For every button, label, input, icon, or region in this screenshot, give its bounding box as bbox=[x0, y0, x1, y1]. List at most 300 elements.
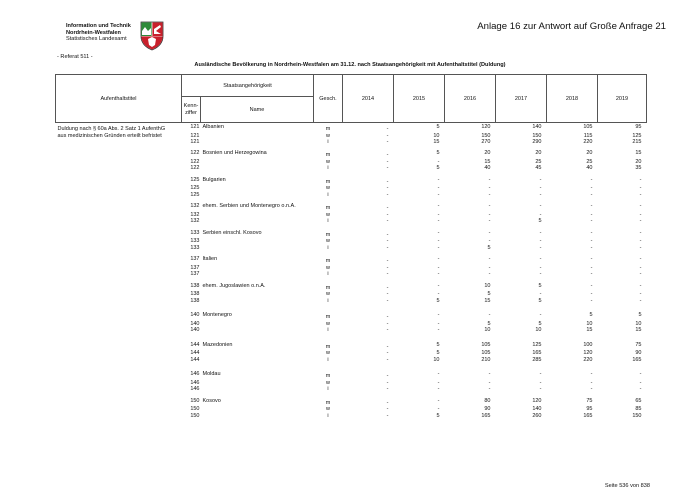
year-value-cell bbox=[445, 255, 496, 282]
value: - bbox=[386, 178, 389, 185]
value: - bbox=[386, 231, 389, 238]
value: 165 bbox=[532, 350, 542, 356]
year-value-cell bbox=[343, 370, 394, 397]
value: - bbox=[539, 203, 542, 210]
kennziffer-value: 133 bbox=[190, 238, 200, 244]
value: - bbox=[590, 282, 593, 289]
value: 75 bbox=[635, 341, 642, 348]
year-value-cell bbox=[598, 282, 647, 312]
year-value-cell bbox=[496, 370, 547, 397]
geschlecht-cell bbox=[314, 370, 343, 397]
kennziffer-value: 133 bbox=[190, 229, 200, 236]
value: - bbox=[590, 291, 593, 297]
value: - bbox=[386, 271, 389, 277]
year-value-cell bbox=[598, 311, 647, 341]
value: - bbox=[590, 238, 593, 244]
year-value-cell bbox=[496, 123, 547, 150]
year-value-cell bbox=[598, 123, 647, 150]
value: - bbox=[437, 386, 440, 392]
value: - bbox=[437, 264, 440, 271]
header-geschlecht: Gesch. bbox=[314, 75, 343, 123]
value: 65 bbox=[635, 397, 642, 404]
value: - bbox=[437, 158, 440, 165]
year-value-cell bbox=[547, 149, 598, 176]
aufenthaltstitel-cell bbox=[56, 282, 182, 312]
aufenthaltstitel-cell bbox=[56, 255, 182, 282]
kennziffer-value: 150 bbox=[190, 397, 200, 404]
value: - bbox=[488, 229, 491, 236]
geschlecht-cell bbox=[314, 282, 343, 312]
value: - bbox=[437, 176, 440, 183]
year-value-cell bbox=[547, 176, 598, 203]
year-value-cell bbox=[445, 311, 496, 341]
value: - bbox=[386, 356, 389, 363]
kennziffer-value: 121 bbox=[190, 124, 200, 131]
geschlecht-value: w bbox=[326, 158, 330, 165]
year-value-cell bbox=[445, 149, 496, 176]
kennziffer-cell bbox=[182, 202, 201, 229]
org-line-2: Nordrhein-Westfalen bbox=[66, 29, 121, 36]
year-value-cell bbox=[547, 370, 598, 397]
year-value-cell bbox=[547, 202, 598, 229]
year-value-cell bbox=[496, 311, 547, 341]
value: - bbox=[539, 176, 542, 183]
year-value-cell bbox=[547, 123, 598, 150]
value: - bbox=[539, 312, 542, 319]
value: 10 bbox=[433, 356, 440, 363]
value: - bbox=[488, 256, 491, 263]
year-value-cell bbox=[445, 202, 496, 229]
value: - bbox=[539, 211, 542, 218]
value: 20 bbox=[535, 150, 542, 157]
value: - bbox=[386, 314, 389, 320]
value: 120 bbox=[532, 397, 542, 404]
geschlecht-value: w bbox=[326, 211, 330, 218]
kennziffer-cell bbox=[182, 311, 201, 341]
value: 5 bbox=[538, 218, 542, 224]
value: 80 bbox=[484, 397, 491, 404]
year-value-cell bbox=[394, 123, 445, 150]
value: - bbox=[386, 211, 389, 218]
table-row bbox=[56, 341, 647, 371]
aufenthaltstitel-line: aus medizinischen Gründen erteilt befristet bbox=[57, 132, 162, 139]
year-value-cell bbox=[496, 255, 547, 282]
value: 10 bbox=[433, 132, 440, 139]
geschlecht-value: w bbox=[326, 238, 330, 244]
value: - bbox=[590, 271, 593, 277]
kennziffer-value: 140 bbox=[190, 320, 200, 327]
year-value-cell bbox=[343, 397, 394, 427]
value: - bbox=[590, 264, 593, 271]
value: - bbox=[639, 386, 642, 392]
value: 10 bbox=[484, 327, 491, 333]
kennziffer-value: 122 bbox=[190, 165, 200, 171]
value: - bbox=[539, 185, 542, 191]
kennziffer-value: 146 bbox=[190, 379, 200, 386]
value: - bbox=[539, 291, 542, 297]
header-year: 2014 bbox=[343, 75, 394, 123]
value: - bbox=[639, 371, 642, 378]
value: 220 bbox=[583, 356, 593, 363]
country-name: Montenegro bbox=[202, 312, 232, 319]
value: - bbox=[488, 264, 491, 271]
value: - bbox=[539, 256, 542, 263]
year-value-cell bbox=[547, 397, 598, 427]
geschlecht-value: m bbox=[325, 205, 331, 211]
value: - bbox=[386, 244, 389, 251]
geschlecht-cell bbox=[314, 176, 343, 203]
geschlecht-value: m bbox=[325, 152, 331, 158]
value: 140 bbox=[532, 406, 542, 412]
value: 25 bbox=[535, 158, 542, 165]
value: - bbox=[437, 312, 440, 319]
country-name: ehem. Serbien und Montenegro o.n.A. bbox=[202, 203, 296, 210]
year-value-cell bbox=[394, 397, 445, 427]
year-value-cell bbox=[445, 397, 496, 427]
geschlecht-value: i bbox=[327, 356, 329, 363]
name-cell bbox=[201, 370, 314, 397]
country-name: Mazedonien bbox=[202, 341, 233, 348]
geschlecht-value: w bbox=[326, 406, 330, 412]
value: - bbox=[386, 185, 389, 191]
kennziffer-value: 146 bbox=[190, 371, 200, 378]
value: - bbox=[539, 271, 542, 277]
year-value-cell bbox=[343, 311, 394, 341]
year-value-cell bbox=[445, 176, 496, 203]
value: 150 bbox=[532, 132, 542, 139]
value: - bbox=[386, 158, 389, 165]
kennziffer-value: 121 bbox=[190, 139, 200, 145]
data-table-container bbox=[55, 74, 646, 426]
value: 15 bbox=[484, 158, 491, 165]
country-name: Kosovo bbox=[202, 397, 221, 404]
value: - bbox=[437, 229, 440, 236]
aufenthaltstitel-cell bbox=[56, 397, 182, 427]
value: 125 bbox=[632, 132, 642, 139]
kennziffer-value: 132 bbox=[190, 211, 200, 218]
name-cell bbox=[201, 397, 314, 427]
header-kennziffer-line: ziffer bbox=[185, 109, 197, 116]
value: 25 bbox=[586, 158, 593, 165]
kennziffer-cell bbox=[182, 123, 201, 150]
value: - bbox=[590, 185, 593, 191]
value: - bbox=[386, 386, 389, 392]
year-value-cell bbox=[547, 255, 598, 282]
value: - bbox=[386, 350, 389, 356]
geschlecht-value: m bbox=[325, 126, 331, 132]
geschlecht-value: m bbox=[325, 284, 331, 291]
value: 10 bbox=[586, 320, 593, 327]
value: 95 bbox=[635, 124, 642, 131]
value: 35 bbox=[635, 165, 642, 171]
year-value-cell bbox=[598, 370, 647, 397]
year-value-cell bbox=[394, 370, 445, 397]
value: - bbox=[590, 229, 593, 236]
value: - bbox=[386, 264, 389, 271]
year-value-cell bbox=[496, 149, 547, 176]
table-row bbox=[56, 397, 647, 427]
value: 125 bbox=[532, 341, 542, 348]
value: - bbox=[437, 244, 440, 251]
value: - bbox=[639, 264, 642, 271]
value: - bbox=[488, 176, 491, 183]
year-value-cell bbox=[343, 255, 394, 282]
value: - bbox=[386, 165, 389, 171]
table-title: Ausländische Bevölkerung in Nordrhein-Westfalen am 31.12. nach Staatsangehörigkeit mit Aufenthaltstitel (Duldung) bbox=[194, 62, 506, 68]
value: - bbox=[488, 238, 491, 244]
geschlecht-value: m bbox=[325, 258, 331, 264]
name-cell bbox=[201, 311, 314, 341]
value: 5 bbox=[538, 320, 542, 327]
value: 115 bbox=[583, 132, 593, 139]
value: 165 bbox=[481, 412, 491, 419]
geschlecht-cell bbox=[314, 202, 343, 229]
value: - bbox=[590, 297, 593, 304]
table-row bbox=[56, 229, 647, 256]
year-value-cell bbox=[598, 341, 647, 371]
value: - bbox=[386, 343, 389, 350]
org-line-3: Statistisches Landesamt bbox=[66, 36, 127, 43]
value: 15 bbox=[586, 327, 593, 333]
year-value-cell bbox=[496, 282, 547, 312]
kennziffer-value: 150 bbox=[190, 406, 200, 412]
geschlecht-value: i bbox=[327, 139, 329, 145]
value: - bbox=[386, 297, 389, 304]
kennziffer-cell bbox=[182, 229, 201, 256]
value: - bbox=[488, 185, 491, 191]
value: - bbox=[639, 379, 642, 386]
header-name: Name bbox=[201, 97, 314, 123]
value: - bbox=[386, 291, 389, 297]
kennziffer-value: 125 bbox=[190, 176, 200, 183]
value: - bbox=[590, 176, 593, 183]
kennziffer-cell bbox=[182, 149, 201, 176]
table-row bbox=[56, 123, 647, 150]
year-value-cell bbox=[547, 229, 598, 256]
country-name: Bosnien und Herzegowina bbox=[202, 150, 267, 157]
kennziffer-cell bbox=[182, 255, 201, 282]
value: 20 bbox=[484, 150, 491, 157]
kennziffer-value: 137 bbox=[190, 264, 200, 271]
aufenthaltstitel-cell bbox=[56, 229, 182, 256]
geschlecht-value: w bbox=[326, 264, 330, 271]
year-value-cell bbox=[343, 229, 394, 256]
value: - bbox=[386, 191, 389, 198]
aufenthaltstitel-cell bbox=[56, 123, 182, 150]
value: - bbox=[386, 152, 389, 158]
value: - bbox=[590, 256, 593, 263]
kennziffer-value: 138 bbox=[190, 291, 200, 297]
value: - bbox=[488, 218, 491, 224]
value: 215 bbox=[632, 139, 642, 145]
table-row bbox=[56, 149, 647, 176]
value: - bbox=[639, 211, 642, 218]
aufenthaltstitel-line: Duldung nach § 60a Abs. 2 Satz 1 AufenthG bbox=[57, 126, 166, 132]
value: 150 bbox=[481, 132, 491, 139]
value: - bbox=[639, 191, 642, 198]
value: 5 bbox=[538, 297, 542, 304]
value: 290 bbox=[532, 139, 542, 145]
value: - bbox=[437, 371, 440, 378]
value: - bbox=[488, 191, 491, 198]
value: - bbox=[386, 258, 389, 264]
geschlecht-value: i bbox=[327, 165, 329, 171]
value: 75 bbox=[586, 397, 593, 404]
value: - bbox=[437, 327, 440, 333]
value: 40 bbox=[484, 165, 491, 171]
kennziffer-value: 137 bbox=[190, 256, 200, 263]
value: - bbox=[539, 371, 542, 378]
year-value-cell bbox=[445, 123, 496, 150]
year-value-cell bbox=[598, 176, 647, 203]
value: - bbox=[639, 229, 642, 236]
kennziffer-cell bbox=[182, 282, 201, 312]
name-cell bbox=[201, 202, 314, 229]
kennziffer-value: 138 bbox=[190, 282, 200, 289]
value: - bbox=[386, 379, 389, 386]
kennziffer-cell bbox=[182, 370, 201, 397]
value: - bbox=[488, 203, 491, 210]
geschlecht-value: i bbox=[327, 297, 329, 304]
geschlecht-cell bbox=[314, 397, 343, 427]
kennziffer-cell bbox=[182, 397, 201, 427]
kennziffer-value: 133 bbox=[190, 244, 200, 251]
name-cell bbox=[201, 229, 314, 256]
value: - bbox=[386, 327, 389, 333]
value: 5 bbox=[638, 312, 642, 319]
year-value-cell bbox=[445, 370, 496, 397]
country-name: Serbien einschl. Kosovo bbox=[202, 229, 262, 236]
header-year: 2017 bbox=[496, 75, 547, 123]
geschlecht-value: m bbox=[325, 314, 331, 320]
kennziffer-value: 146 bbox=[190, 386, 200, 392]
value: 5 bbox=[436, 341, 440, 348]
header-kennziffer-line: Kenn- bbox=[183, 103, 199, 109]
value: - bbox=[437, 218, 440, 224]
document-heading: Anlage 16 zur Antwort auf Große Anfrage 21 bbox=[477, 21, 666, 32]
value: 5 bbox=[487, 320, 491, 327]
year-value-cell bbox=[343, 341, 394, 371]
year-value-cell bbox=[445, 282, 496, 312]
geschlecht-value: m bbox=[325, 343, 331, 350]
value: - bbox=[437, 238, 440, 244]
value: - bbox=[539, 191, 542, 198]
header-year: 2018 bbox=[547, 75, 598, 123]
value: - bbox=[590, 379, 593, 386]
kennziffer-value: 125 bbox=[190, 185, 200, 191]
value: - bbox=[437, 379, 440, 386]
value: 5 bbox=[436, 150, 440, 157]
header-year: 2015 bbox=[394, 75, 445, 123]
geschlecht-value: i bbox=[327, 271, 329, 277]
value: 5 bbox=[487, 244, 491, 251]
geschlecht-value: w bbox=[326, 132, 330, 139]
table-row bbox=[56, 370, 647, 397]
geschlecht-value: i bbox=[327, 386, 329, 392]
value: - bbox=[639, 244, 642, 251]
value: - bbox=[488, 379, 491, 386]
year-value-cell bbox=[496, 202, 547, 229]
year-value-cell bbox=[547, 311, 598, 341]
geschlecht-value: i bbox=[327, 412, 329, 419]
year-value-cell bbox=[394, 282, 445, 312]
geschlecht-value: m bbox=[325, 231, 331, 238]
year-value-cell bbox=[496, 229, 547, 256]
name-cell bbox=[201, 255, 314, 282]
kennziffer-value: 132 bbox=[190, 218, 200, 224]
country-name: Bulgarien bbox=[202, 176, 226, 183]
geschlecht-value: i bbox=[327, 327, 329, 333]
value: 140 bbox=[532, 124, 542, 131]
table-row bbox=[56, 176, 647, 203]
kennziffer-value: 144 bbox=[190, 341, 200, 348]
value: 5 bbox=[436, 412, 440, 419]
value: - bbox=[437, 256, 440, 263]
geschlecht-cell bbox=[314, 229, 343, 256]
year-value-cell bbox=[598, 202, 647, 229]
value: 150 bbox=[632, 412, 642, 419]
value: 85 bbox=[635, 406, 642, 412]
year-value-cell bbox=[394, 255, 445, 282]
value: 270 bbox=[481, 139, 491, 145]
value: - bbox=[590, 244, 593, 251]
geschlecht-value: m bbox=[325, 399, 331, 406]
value: - bbox=[539, 264, 542, 271]
value: 20 bbox=[635, 158, 642, 165]
value: - bbox=[590, 191, 593, 198]
kennziffer-cell bbox=[182, 341, 201, 371]
kennziffer-value: 144 bbox=[190, 350, 200, 356]
value: 15 bbox=[433, 139, 440, 145]
kennziffer-value: 132 bbox=[190, 203, 200, 210]
kennziffer-value: 125 bbox=[190, 191, 200, 198]
header-year: 2016 bbox=[445, 75, 496, 123]
kennziffer-cell bbox=[182, 176, 201, 203]
value: 15 bbox=[484, 297, 491, 304]
value: 165 bbox=[583, 412, 593, 419]
value: 40 bbox=[586, 165, 593, 171]
value: 5 bbox=[487, 291, 491, 297]
year-value-cell bbox=[394, 311, 445, 341]
value: 105 bbox=[583, 124, 593, 131]
year-value-cell bbox=[496, 341, 547, 371]
country-name: Moldau bbox=[202, 371, 221, 378]
geschlecht-cell bbox=[314, 123, 343, 150]
geschlecht-cell bbox=[314, 255, 343, 282]
year-value-cell bbox=[547, 341, 598, 371]
value: 5 bbox=[436, 165, 440, 171]
geschlecht-value: w bbox=[326, 291, 330, 297]
value: - bbox=[590, 371, 593, 378]
value: 10 bbox=[535, 327, 542, 333]
value: - bbox=[437, 320, 440, 327]
value: - bbox=[437, 291, 440, 297]
value: 15 bbox=[635, 327, 642, 333]
table-row bbox=[56, 311, 647, 341]
value: - bbox=[639, 218, 642, 224]
value: 10 bbox=[635, 320, 642, 327]
kennziffer-value: 150 bbox=[190, 412, 200, 419]
value: - bbox=[590, 203, 593, 210]
year-value-cell bbox=[496, 176, 547, 203]
value: - bbox=[590, 211, 593, 218]
value: - bbox=[488, 371, 491, 378]
value: - bbox=[639, 185, 642, 191]
value: 20 bbox=[586, 150, 593, 157]
name-cell bbox=[201, 123, 314, 150]
header-aufenthaltstitel: Aufenthaltstitel bbox=[56, 75, 182, 123]
aufenthaltstitel-cell bbox=[56, 202, 182, 229]
